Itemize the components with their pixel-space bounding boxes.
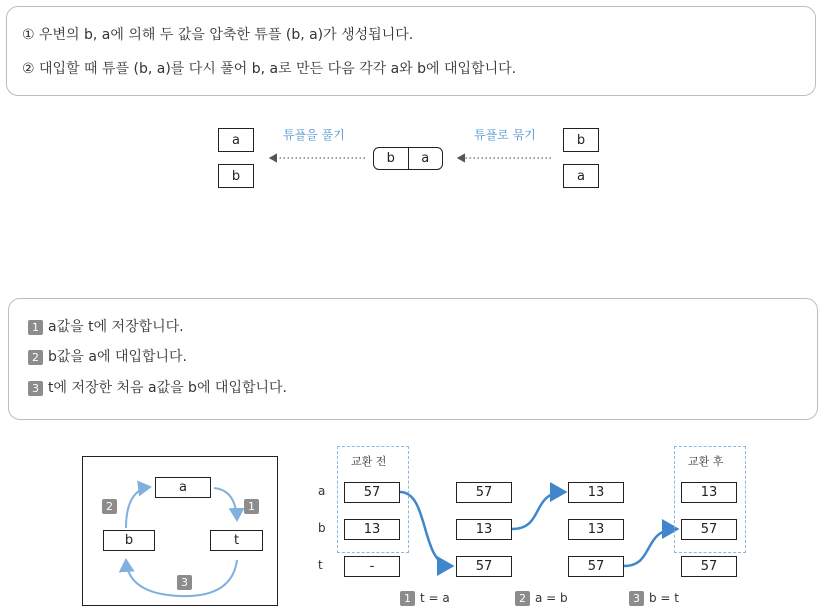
after-label: 교환 후 (688, 455, 724, 468)
row-label-a: a (318, 484, 326, 498)
value-cell: 57 (568, 556, 624, 577)
value-cell: 57 (681, 556, 737, 577)
tuple-second: a (421, 151, 430, 166)
step-line-3 (28, 377, 287, 397)
value-cell: 57 (681, 519, 737, 540)
value-cell: 57 (456, 482, 512, 503)
step-badge-1: 1 (28, 320, 43, 335)
swap-step-1 (400, 591, 450, 606)
swap-step-badge-1: 1 (400, 591, 415, 606)
value-cell: 13 (344, 519, 400, 540)
step-text-2: b값을 a에 대입합니다. (48, 349, 188, 365)
value-cell: 57 (344, 482, 400, 503)
value-cell: 13 (568, 482, 624, 503)
step-text-1: a값을 t에 저장합니다. (48, 319, 184, 335)
cycle-badge-1: 1 (244, 499, 259, 514)
step-text-3: t에 저장한 처음 a값을 b에 대입합니다. (48, 380, 287, 396)
tuple-first: b (374, 148, 409, 169)
value-cell: - (344, 556, 400, 577)
explanation-line-2: ② 대입할 때 튜플 (b, a)를 다시 풀어 b, a로 만든 다음 각각 a와 b에 대입합니다. (22, 61, 517, 77)
cycle-badge-2: 2 (102, 499, 117, 514)
left-cell-a: a (218, 128, 254, 152)
swap-step-2 (515, 591, 568, 606)
right-cell-b: b (563, 128, 599, 152)
pack-label: 튜플로 묶기 (474, 128, 536, 142)
cycle-cell-a: a (155, 477, 211, 498)
value-cell: 13 (456, 519, 512, 540)
step-badge-3: 3 (28, 381, 43, 396)
swap-step-badge-2: 2 (515, 591, 530, 606)
row-label-b: b (318, 521, 326, 535)
step-line-1 (28, 316, 184, 336)
step-line-2 (28, 346, 187, 366)
step-badge-2: 2 (28, 350, 43, 365)
left-cell-b: b (218, 164, 254, 188)
swap-step-text-1: t = a (420, 591, 450, 605)
before-label: 교환 전 (351, 455, 387, 468)
swap-step-badge-3: 3 (629, 591, 644, 606)
row-label-t: t (318, 558, 323, 572)
swap-step-3 (629, 591, 679, 606)
cycle-cell-b: b (103, 530, 155, 551)
cycle-cell-t: t (210, 530, 263, 551)
value-cell: 13 (681, 482, 737, 503)
unpack-label: 튜플을 풀기 (283, 128, 345, 142)
swap-step-text-2: a = b (535, 591, 568, 605)
swap-step-text-3: b = t (649, 591, 680, 605)
value-cell: 13 (568, 519, 624, 540)
explanation-line-1: ① 우변의 b, a에 의해 두 값을 압축한 튜플 (b, a)가 생성됩니다. (22, 27, 414, 43)
swap-arrow-2 (512, 492, 565, 529)
right-cell-a: a (563, 164, 599, 188)
cycle-badge-3: 3 (177, 575, 192, 590)
swap-arrow-3 (624, 529, 677, 566)
value-cell: 57 (456, 556, 512, 577)
